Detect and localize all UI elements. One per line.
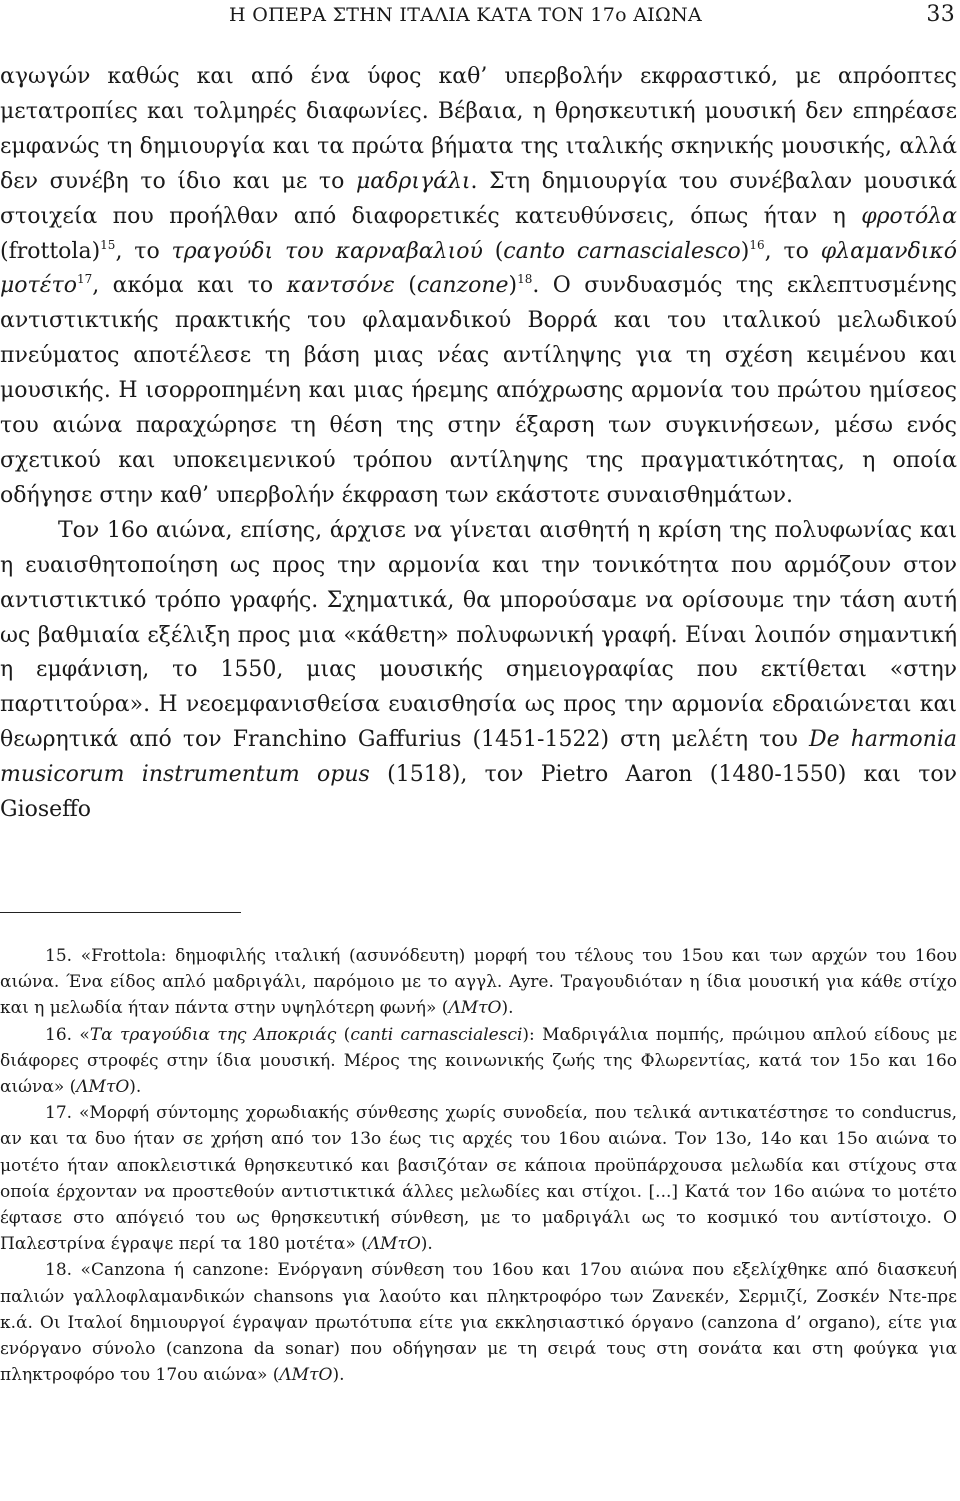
text-run: ) [740, 238, 750, 264]
italic-term: καντσόνε [286, 273, 395, 299]
text-run: ( [394, 273, 417, 299]
footnote-ref-17[interactable]: 17 [76, 272, 93, 287]
paragraph-2 [0, 514, 957, 828]
text-run: 15. «Frottola: δημοφιλής ιταλική (ασυνόδευτη) μορφή του τέλους του 15ου και των αρχών του 16ου αιώνα. Ένα είδος απλό μαδριγάλι, παρόμοιο με το αγγλ. Ayre. Τραγουδιόταν η ίδια μουσική για κάθε στίχο και η μελωδία ήταν πάντα στην υψηλότερη φωνή» ( [0, 946, 957, 1019]
text-run: , το [115, 238, 172, 264]
text-run: . Στη δημιουργία του συνέβαλαν μουσικά στοιχεία που προήλθαν από διαφορετικές κατευθύνσεις, όπως ήταν η [0, 168, 957, 229]
italic-term: μαδριγάλι [355, 168, 471, 194]
italic-term: φλαμανδικό μοτέτο [0, 238, 957, 299]
text-run: (1518), τον Pietro Aaron (1480-1550) και τον Gioseffo [0, 762, 958, 823]
text-run: ( [482, 238, 504, 264]
text-run: (frottola) [0, 238, 101, 264]
text-run: Τον 16ο αιώνα, επίσης, άρχισε να γίνεται αισθητή η κρίση της πολυφωνίας και η ευαισθητοποίηση ως προς την αρμονία και την τονικότητα που αρμόζουν στον αντιστικτικό τρόπο γραφής. Σχηματικά, θα μπορούσαμε να ορίσουμε την τάση αυτή ως βαθμιαία εξέλιξη προς μια «κάθετη» πολυφωνική γραφή. Είναι λοιπόν σημαντική η εμφάνιση, το 1550, μιας μουσικής σημειογραφίας που εκτίθεται «στην παρτιτούρα». Η νεοεμφανισθείσα ευαισθησία ως προς την αρμονία εδραιώνεται και θεωρητικά από τον Franchino Gaffurius (1451-1522) στη μελέτη του [0, 517, 957, 753]
main-text [0, 60, 957, 828]
text-run: ). [501, 998, 514, 1019]
footnotes [0, 943, 957, 1388]
italic-term: τραγούδι του καρναβαλιού [171, 238, 483, 264]
text-run: . Ο συνδυασμός της εκλεπτυσμένης αντιστικτικής πρακτικής του φλαμανδικού Βορρά και του ιταλικού μελωδικού πνεύματος αποτέλεσε τη βάση μιας νέας αντίληψης για τη σχέση κειμένου και μουσικής. Η ισορροπημένη και μιας ήρεμης απόχρωσης αρμονία του πρώτου ημίσεος του αιώνα παραχώρησε τη θέση της στην έξαρση των συγκινήσεων, μέσω ενός σχετικού και υποκειμενικού τρόπου αντίληψης της πραγματικότητας, η οποία οδήγησε στην καθ’ υπερβολήν έκφραση των εκάστοτε συναισθημάτων. [0, 273, 957, 508]
footnote-18 [0, 1257, 957, 1388]
text-run: ) [508, 273, 518, 299]
source-abbrev: ΛΜτΟ [279, 1365, 333, 1386]
footnote-divider [0, 912, 241, 913]
footnote-16 [0, 1022, 957, 1101]
text-run: , ακόμα και το [92, 273, 287, 299]
footnote-ref-16[interactable]: 16 [749, 237, 765, 252]
text-run: ). [420, 1234, 433, 1255]
source-abbrev: ΛΜτΟ [76, 1077, 130, 1098]
italic-term: φροτόλα [861, 203, 957, 229]
text-run: 16. « [45, 1024, 90, 1045]
source-abbrev: ΛΜτΟ [367, 1234, 421, 1255]
page-number: 33 [926, 2, 955, 27]
running-header [229, 4, 955, 32]
italic-title: De harmonia musicorum instrumentum opus [0, 727, 957, 788]
text-run: αγωγών καθώς και από ένα ύφος καθ’ υπερβολήν εκφραστικό, με απρόοπτες μετατροπίες και τολμηρές διαφωνίες. Βέβαια, η θρησκευτική μουσική δεν επηρέασε εμφανώς τη δημιουργία και τα πρώτα βήματα της ιταλικής σκηνικής μουσικής, αλλά δεν συνέβη το ίδιο και με το [0, 64, 957, 194]
running-title: Η ΟΠΕΡΑ ΣΤΗΝ ΙΤΑΛΙΑ ΚΑΤΑ ΤΟΝ 17ο ΑΙΩΝΑ [229, 4, 703, 26]
footnote-15 [0, 943, 957, 1022]
footnote-ref-15[interactable]: 15 [100, 237, 116, 252]
italic-term: canto carnascialesco [503, 238, 741, 264]
text-run: ( [336, 1024, 351, 1045]
paragraph-1 [0, 60, 957, 514]
footnote-ref-18[interactable]: 18 [517, 272, 533, 287]
italic-term: Τα τραγούδια της Αποκριάς [89, 1024, 337, 1045]
source-abbrev: ΛΜτΟ [448, 998, 502, 1019]
text-run: 17. «Μορφή σύντομης χορωδιακής σύνθεσης χωρίς συνοδεία, που τελικά αντικατέστησε το conducrus, αν και τα δυο ήταν σε χρήση από τον 13ο έως τις αρχές του 16ου αιώνα. Τον 13ο, 14ο και 15ο αιώνα το μοτέτο ήταν αποκλειστικά θρησκευτικό και βασιζόταν σε κάποια προϋπάρχουσα μελωδία και στίχους στα οποία έρχονταν να προστεθούν αντιστικτικά άλλες μελωδίες και στίχοι. [...] Κατά τον 16ο αιώνα το μοτέτο έφτασε στο απόγειό του ως θρησκευτική σύνθεση, με το μαδριγάλι ως το κοσμικό του αντίστοιχο. Ο Παλεστρίνα έγραψε περί τα 180 μοτέτα» ( [0, 1103, 957, 1255]
italic-term: canti carnascialesci [350, 1024, 523, 1045]
text-run: ). [129, 1077, 142, 1098]
text-run: 18. «Canzona ή canzone: Ενόργανη σύνθεση του 16ου και 17ου αιώνα που εξελίχθηκε από διασκευή παλιών γαλλοφλαμανδικών chansons για λαούτο και πληκτροφόρο των Ζανεκέν, Σερμιζί, Ζοσκέν Ντε-πρε κ.ά. Οι Ιταλοί δημιουργοί έγραψαν πρωτότυπα είτε για εκκλησιαστικό όργανο (canzona d’ organo), είτε για ενόργανο σύνολο (canzona da sonar) που οδήγησαν με τη σειρά τους στη σονάτα και στη φούγκα για πληκτροφόρο του 17ου αιώνα» ( [0, 1260, 957, 1386]
text-run: ). [332, 1365, 345, 1386]
text-run: ): Μαδριγάλια πομπής, πρώιμου απλού είδους με διάφορες στροφές στην ίδια μουσική. Μέρος της κοινωνικής ζωής της Φλωρεντίας, κατά τον 15ο και 16ο αιώνα» ( [0, 1024, 957, 1098]
italic-term: canzone [416, 273, 509, 299]
footnote-17 [0, 1100, 957, 1257]
text-run: , το [764, 238, 821, 264]
